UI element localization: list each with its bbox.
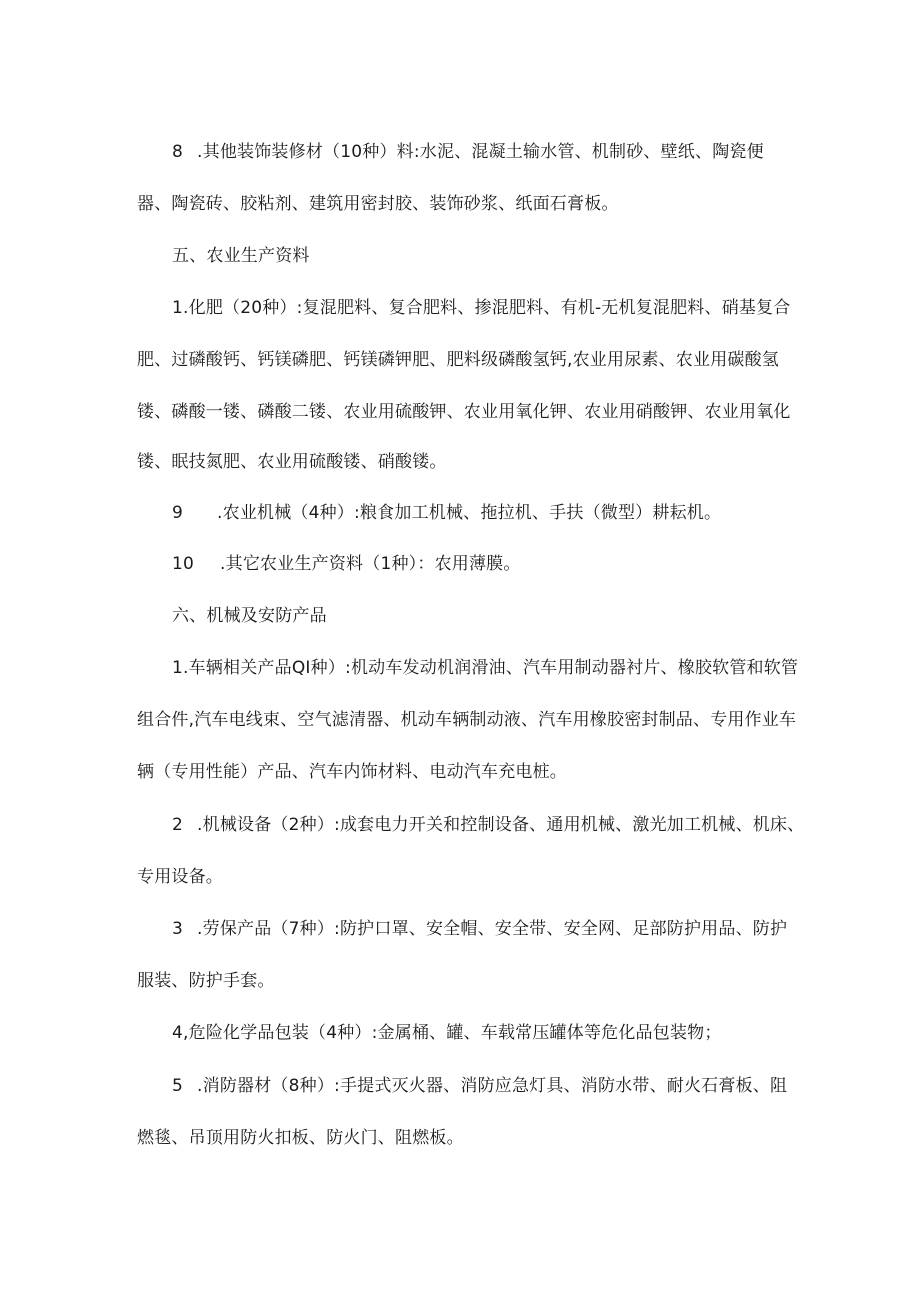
item-text: .其他装饰装修材（10种）料:水泥、混凝土输水管、机制砂、壁纸、陶瓷便 — [197, 142, 764, 162]
paragraph-8-line-1 — [172, 140, 832, 164]
paragraph-fire-line-1 — [172, 1074, 832, 1098]
paragraph-vehicle-line-3: 辆（专用性能）产品、汽车内饰材料、电动汽车充电桩。 — [137, 762, 567, 782]
paragraph-10 — [172, 552, 832, 576]
paragraph-fertilizer-line-3: 镂、磷酸一镂、磷酸二镂、农业用硫酸钾、农业用氧化钾、农业用硝酸钾、农业用氧化 — [137, 402, 791, 422]
paragraph-machinery-line-2: 专用设备。 — [137, 867, 223, 887]
item-text: .其它农业生产资料（1种）：农用薄膜。 — [220, 554, 521, 574]
paragraph-fire-line-2: 燃毯、吊顶用防火扣板、防火门、阻燃板。 — [137, 1128, 464, 1148]
paragraph-labor-line-2: 服装、防护手套。 — [137, 971, 275, 991]
item-text: .消防器材（8种）:手提式灭火器、消防应急灯具、消防水带、耐火石膏板、阻 — [197, 1076, 788, 1096]
section-heading-6: 六、机械及安防产品 — [172, 606, 327, 626]
paragraph-fertilizer-line-4: 镂、眠技氮肥、农业用硫酸镂、硝酸镂。 — [137, 452, 447, 472]
item-number: 2 — [172, 815, 184, 835]
paragraph-machinery-line-1 — [172, 813, 832, 837]
item-number: 8 — [172, 142, 184, 162]
item-text: .劳保产品（7种）:防护口罩、安全帽、安全带、安全网、足部防护用品、防护 — [197, 919, 788, 939]
paragraph-vehicle-line-1: 1.车辆相关产品QI种）:机动车发动机润滑油、汽车用制动器衬片、橡胶软管和软管 — [172, 658, 799, 678]
paragraph-8-line-2: 器、陶瓷砖、胶粘剂、建筑用密封胶、装饰砂浆、纸面石膏板。 — [137, 194, 619, 214]
paragraph-9 — [172, 501, 832, 525]
paragraph-fertilizer-line-2: 肥、过磷酸钙、钙镁磷肥、钙镁磷钾肥、肥料级磷酸氢钙,农业用尿素、农业用碳酸氢 — [137, 350, 780, 370]
item-text: .农业机械（4种）:粮食加工机械、拖拉机、手扶（微型）耕耘机。 — [217, 503, 722, 523]
paragraph-labor-line-1 — [172, 917, 832, 941]
paragraph-hazmat-line-1: 4,危险化学品包装（4种）:金属桶、罐、车载常压罐体等危化品包装物； — [172, 1023, 722, 1043]
paragraph-vehicle-line-2: 组合件,汽车电线束、空气滤清器、机动车辆制动液、汽车用橡胶密封制品、专用作业车 — [137, 710, 797, 730]
item-number: 10 — [172, 554, 195, 574]
section-heading-5: 五、农业生产资料 — [172, 246, 310, 266]
paragraph-fertilizer-line-1: 1.化肥（20种）:复混肥料、复合肥料、掺混肥料、有机-无机复混肥料、硝基复合 — [172, 298, 791, 318]
item-number: 9 — [172, 503, 184, 523]
item-number: 3 — [172, 919, 184, 939]
item-text: .机械设备（2种）:成套电力开关和控制设备、通用机械、激光加工机械、机床、 — [197, 815, 805, 835]
item-number: 5 — [172, 1076, 184, 1096]
